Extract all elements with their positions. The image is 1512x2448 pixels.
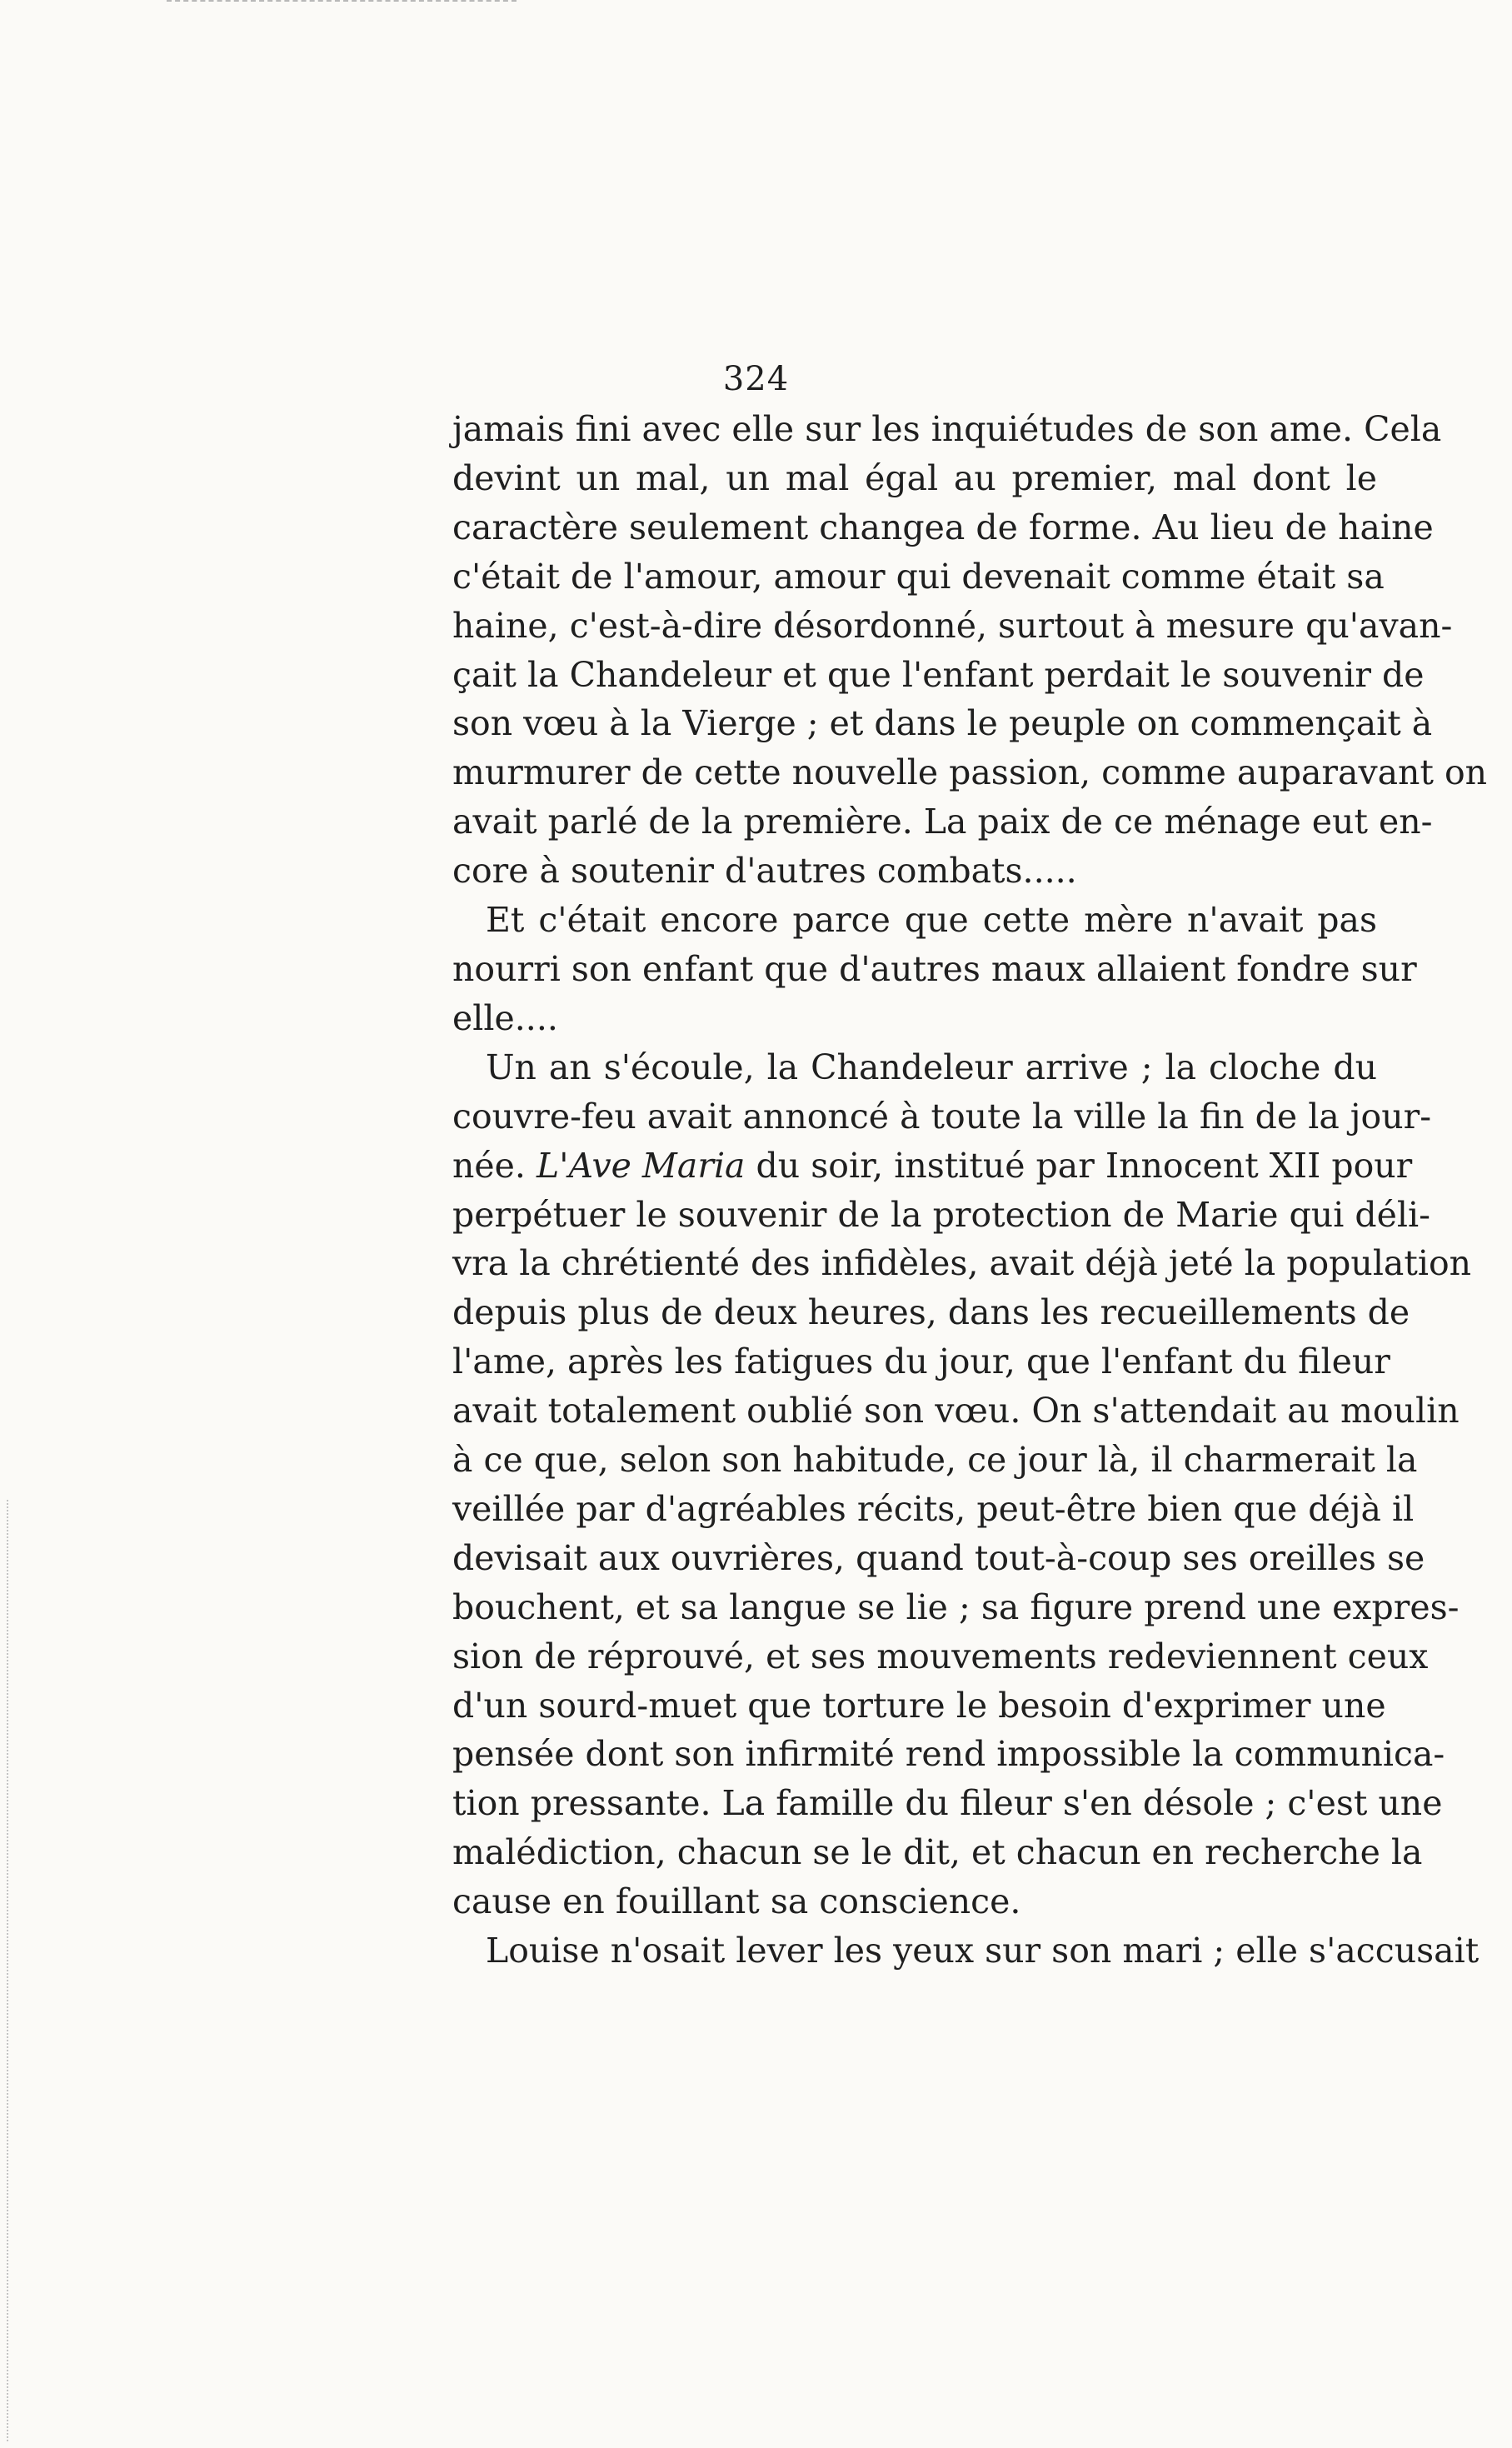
text-line: son vœu à la Vierge ; et dans le peuple on commençait à <box>452 703 1433 744</box>
text-line: perpétuer le souvenir de la protection de Marie qui déli- <box>452 1194 1430 1235</box>
scan-top-marks <box>167 0 516 8</box>
text-line: Un an s'écoule, la Chandeleur arrive ; la cloche du <box>486 1047 1377 1087</box>
text-line: avait parlé de la première. La paix de ce ménage eut en- <box>452 802 1433 842</box>
scan-left-edge <box>7 1500 8 2441</box>
text-line: cause en fouillant sa conscience. <box>452 1881 1021 1922</box>
text-line: pensée dont son infirmité rend impossible la communica- <box>452 1734 1445 1775</box>
text-line: à ce que, selon son habitude, ce jour là, il charmerait la <box>452 1440 1418 1481</box>
text-line: caractère seulement changea de forme. Au lieu de haine <box>452 507 1434 547</box>
text-line: sion de réprouvé, et ses mouvements redeviennent ceux <box>452 1636 1429 1676</box>
text-line: core à soutenir d'autres combats..... <box>452 851 1077 892</box>
text-line: d'un sourd-muet que torture le besoin d'exprimer une <box>452 1685 1386 1726</box>
text-line: couvre-feu avait annoncé à toute la ville la fin de la jour- <box>452 1096 1432 1137</box>
text-line: murmurer de cette nouvelle passion, comme auparavant on <box>452 752 1488 793</box>
text-line: devisait aux ouvrières, quand tout-à-coup ses oreilles se <box>452 1537 1425 1578</box>
text-line: malédiction, chacun se le dit, et chacun en recherche la <box>452 1832 1423 1873</box>
text-segment: du soir, institué par Innocent XII pour <box>756 1145 1413 1186</box>
italic-title: L'Ave Maria <box>536 1145 746 1186</box>
text-line: vra la chrétienté des infidèles, avait déjà jeté la population <box>452 1243 1472 1284</box>
text-line: bouchent, et sa langue se lie ; sa figure prend une expres- <box>452 1586 1460 1627</box>
text-line: depuis plus de deux heures, dans les recueillements de <box>452 1292 1410 1333</box>
text-line: c'était de l'amour, amour qui devenait comme était sa <box>452 556 1385 597</box>
text-segment: née. <box>452 1145 526 1186</box>
text-line: Louise n'osait lever les yeux sur son mari ; elle s'accusait <box>486 1931 1480 1971</box>
text-line: veillée par d'agréables récits, peut-être bien que déjà il <box>452 1488 1415 1529</box>
page-number: 324 <box>722 360 790 398</box>
text-line: çait la Chandeleur et que l'enfant perdait le souvenir de <box>452 654 1425 695</box>
text-line: avait totalement oublié son vœu. On s'attendait au moulin <box>452 1391 1460 1431</box>
text-line: devint un mal, un mal égal au premier, mal dont le <box>452 457 1377 498</box>
text-line: Et c'était encore parce que cette mère n'avait pas <box>486 900 1377 941</box>
text-line: nourri son enfant que d'autres maux allaient fondre sur <box>452 948 1417 989</box>
text-line: haine, c'est-à-dire désordonné, surtout à mesure qu'avan- <box>452 605 1453 646</box>
text-line: elle.... <box>452 997 558 1038</box>
text-line: tion pressante. La famille du fileur s'en désole ; c'est une <box>452 1783 1443 1824</box>
text-line-mixed <box>452 1142 1413 1191</box>
text-line: l'ame, après les fatigues du jour, que l'enfant du fileur <box>452 1341 1390 1382</box>
text-line: jamais fini avec elle sur les inquiétudes de son ame. Cela <box>452 409 1442 449</box>
body-text <box>452 405 1488 1976</box>
